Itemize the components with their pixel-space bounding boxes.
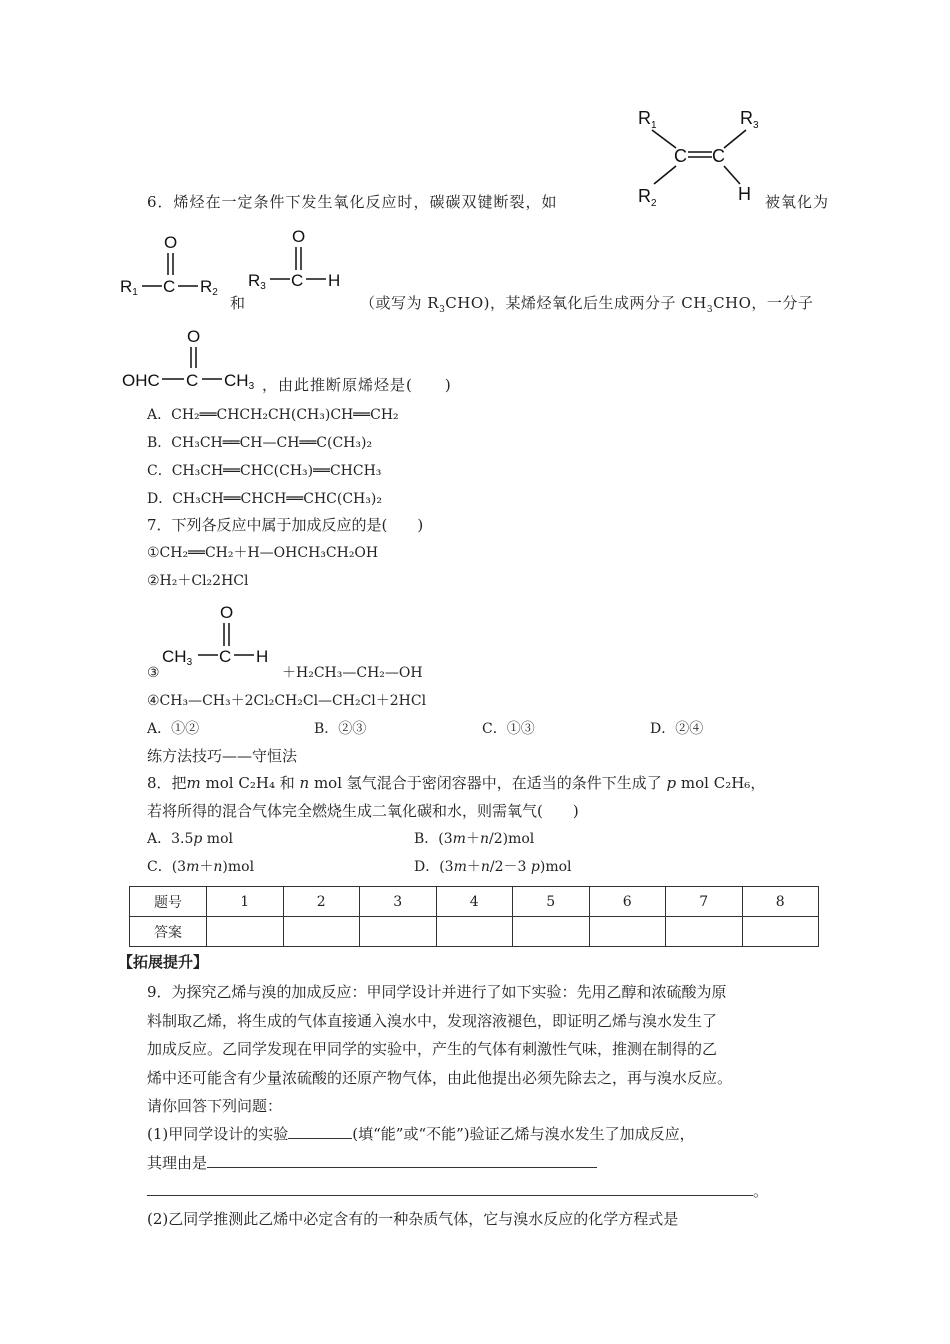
q6-option-a: A．CH₂══CHCH₂CH(CH₃)CH══CH₂ [147, 407, 399, 423]
q8-line2: 若将所得的混合气体完全燃烧生成二氧化碳和水，则需氧气( ) [147, 802, 579, 820]
svg-text:R2: R2 [200, 277, 218, 298]
q9-sub1-reason: 其理由是 [147, 1155, 597, 1171]
section-heading: 【拓展提升】 [118, 953, 209, 971]
q9-para-4: 烯中还可能含有少量浓硫酸的还原产物气体，由此他提出必须先除去之，再与溴水反应。 [147, 1069, 733, 1087]
svg-text:CH3: CH3 [224, 371, 255, 392]
svg-text:H: H [256, 647, 269, 666]
q8-option-c: C．(3m＋n)mol [147, 859, 255, 875]
q9-sub1: (1)甲同学设计的实验 (填“能”或“不能”)验证乙烯与溴水发生了加成反应， [147, 1125, 695, 1143]
answer-cell[interactable] [360, 917, 437, 947]
svg-text:OHC: OHC [122, 371, 160, 390]
svg-text:C: C [291, 271, 304, 290]
q6-and: 和 [230, 294, 246, 312]
q8-option-d: D．(3m＋n/2－3 p)mol [414, 859, 572, 875]
table-header-number: 题号 [130, 887, 207, 917]
q6-line3: ，由此推断原烯烃是( ) [262, 376, 452, 394]
table-cell-number: 7 [666, 887, 743, 917]
table-row [130, 887, 819, 917]
acetaldehyde-structure [160, 600, 280, 670]
q6-option-d: D．CH₃CH══CHCH══CHC(CH₃)₂ [147, 491, 382, 507]
q9-para-2: 料制取乙烯，将生成的气体直接通入溴水中，发现溶液褪色，即证明乙烯与溴水发生了 [147, 1012, 718, 1030]
table-cell-number: 4 [436, 887, 513, 917]
q9-para-1: 9．为探究乙烯与溴的加成反应：甲同学设计并进行了如下实验：先用乙醇和浓硫酸为原 [147, 983, 727, 1001]
q7-reaction-1: ①CH₂══CH₂＋H—OHCH₃CH₂OH [147, 545, 379, 561]
table-cell-number: 8 [742, 887, 819, 917]
table-cell-number: 1 [207, 887, 284, 917]
q9-sub2: (2)乙同学推测此乙烯中必定含有的一种杂质气体，它与溴水反应的化学方程式是 [147, 1210, 679, 1228]
answer-cell[interactable] [436, 917, 513, 947]
answer-blank-2[interactable] [207, 1155, 597, 1168]
svg-text:C: C [186, 371, 199, 390]
q7-reaction-3-tail: ＋H₂CH₃—CH₂—OH [282, 665, 423, 681]
q7-option-b: B．②③ [314, 721, 367, 737]
aldehyde-structure [246, 222, 356, 294]
svg-text:H: H [328, 271, 341, 290]
q7-reaction-4: ④CH₃—CH₃＋2Cl₂CH₂Cl—CH₂Cl＋2HCl [147, 693, 427, 709]
svg-text:C: C [712, 146, 725, 166]
answer-cell[interactable] [513, 917, 590, 947]
svg-text:R3: $R_3$ [740, 108, 759, 131]
product-structure [120, 326, 260, 394]
answer-cell[interactable] [207, 917, 284, 947]
method-heading: 练方法技巧——守恒法 [147, 747, 298, 765]
q6-line2: （或写为 $R_3CHO$)，某烯烃氧化后生成两分子 $CH_3CHO$，一分子 [360, 294, 814, 315]
table-row [130, 917, 819, 947]
alkene-structure [628, 100, 768, 212]
q9-sub1-line: 。 [147, 1183, 768, 1199]
table-header-answer: 答案 [130, 917, 207, 947]
q6-line1-end: 被氧化为 [765, 193, 830, 211]
svg-text:R1: R1 [120, 277, 138, 298]
q6-option-b: B．CH₃CH══CH—CH══C(CH₃)₂ [147, 435, 373, 451]
svg-text:C: C [219, 647, 232, 666]
answer-table [129, 886, 819, 947]
q7-option-d: D．②④ [650, 721, 704, 737]
svg-text:O: O [292, 227, 306, 246]
svg-text:R3: R3 [248, 271, 266, 292]
svg-text:CH3: CH3 [162, 647, 193, 668]
svg-text:O: O [164, 233, 178, 252]
table-cell-number: 6 [589, 887, 666, 917]
answer-cell[interactable] [666, 917, 743, 947]
q7-option-a: A．①② [147, 721, 200, 737]
q7-option-c: C．①③ [482, 721, 535, 737]
svg-text:C: C [163, 277, 176, 296]
q7-stem: 7．下列各反应中属于加成反应的是( ) [147, 516, 424, 534]
q8-option-b: B．(3m＋n/2)mol [414, 831, 535, 847]
svg-text:O: O [220, 603, 234, 622]
table-cell-number: 2 [283, 887, 360, 917]
table-cell-number: 3 [360, 887, 437, 917]
answer-cell[interactable] [742, 917, 819, 947]
q7-reaction-2: ②H₂＋Cl₂2HCl [147, 573, 249, 589]
q6-line1: 6．烯烃在一定条件下发生氧化反应时，碳碳双键断裂，如 [147, 193, 558, 211]
q7-reaction-3-num: ③ [147, 665, 160, 681]
answer-blank-1[interactable] [288, 1126, 352, 1139]
q9-para-5: 请你回答下列问题： [147, 1097, 283, 1115]
svg-text:H: H [738, 184, 751, 204]
svg-text:C: C [674, 146, 687, 166]
q8-option-a: A．3.5p mol [147, 831, 233, 847]
answer-cell[interactable] [589, 917, 666, 947]
answer-cell[interactable] [283, 917, 360, 947]
q8-line1: 8．把m mol C₂H₄ 和 n mol 氢气混合于密闭容器中，在适当的条件下生成了 p mol C₂H₆， [147, 774, 766, 792]
svg-text:R2: $R_2$ [638, 186, 657, 209]
table-cell-number: 5 [513, 887, 590, 917]
svg-text:R1: $R_1$ [638, 108, 657, 131]
svg-text:O: O [187, 327, 201, 346]
q6-option-c: C．CH₃CH══CHC(CH₃)══CHCH₃ [147, 463, 382, 479]
q9-para-3: 加成反应。乙同学发现在甲同学的实验中，产生的气体有刺激性气味，推测在制得的乙 [147, 1040, 718, 1058]
answer-blank-3[interactable] [147, 1183, 753, 1196]
ketone-structure [118, 230, 228, 302]
